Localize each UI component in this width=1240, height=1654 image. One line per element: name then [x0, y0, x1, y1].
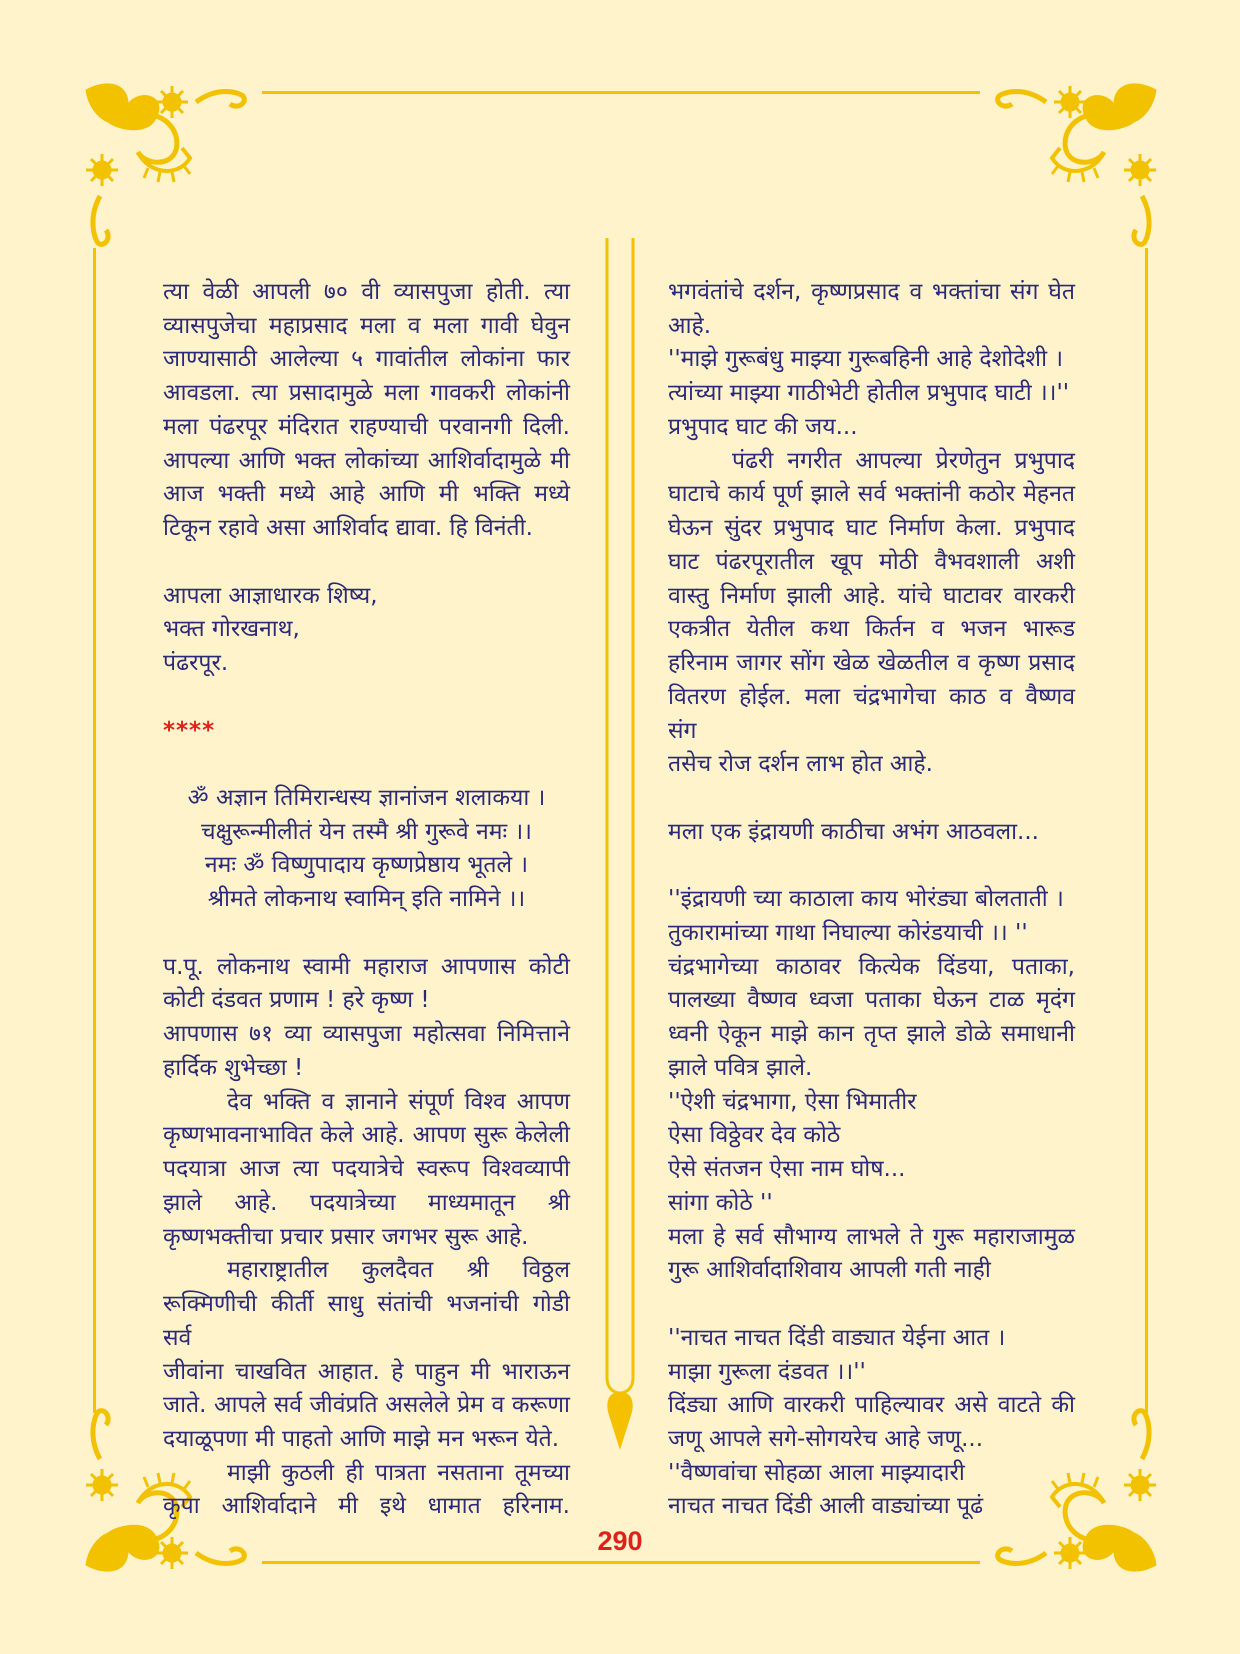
- text-block: [163, 276, 570, 546]
- text-line: कृपा आशिर्वादाने मी इथे धामात हरिनाम.: [163, 1493, 570, 1520]
- text-block: [163, 951, 570, 1524]
- text-line: आवडला. त्या प्रसादामुळे मला गावकरी लोकांनी: [163, 380, 570, 407]
- text-line: चंद्रभागेच्या काठावर कित्येक दिंडया, पताका,: [668, 953, 1075, 980]
- text-line: पंढरपूर.: [163, 650, 229, 677]
- paragraph-gap: [163, 546, 570, 580]
- text-line: एकत्रीत येतील कथा किर्तन व भजन भारूड: [668, 616, 1075, 643]
- text-line: श्रीमते लोकनाथ स्वामिन् इति नामिने ।।: [207, 886, 526, 913]
- section-separator-stars: ****: [163, 717, 216, 744]
- column-divider-ornament: [600, 230, 640, 1460]
- text-line: मला एक इंद्रायणी काठीचा अभंग आठवला...: [668, 818, 1039, 845]
- text-line: आज भक्ती मध्ये आहे आणि मी भक्ति मध्ये: [163, 481, 570, 508]
- text-line: ध्वनी ऐकून माझे कान तृप्त झाले डोळे समाधानी: [668, 1021, 1075, 1048]
- text-line: त्या वेळी आपली ७० वी व्यासपुजा होती. त्या: [163, 279, 570, 305]
- paragraph-gap: [163, 917, 570, 951]
- text-line: आपला आज्ञाधारक शिष्य,: [163, 582, 378, 609]
- text-line: ''माझे गुरूबंधु माझ्या गुरूबहिनी आहे देशोदेशी ।: [668, 346, 1064, 373]
- text-line: ऐसा विठ्ठेवर देव कोठे: [668, 1122, 841, 1149]
- frame-top-line: [262, 91, 980, 94]
- text-line: टिकून रहावे असा आशिर्वाद द्यावा. हि विनंती.: [163, 515, 533, 542]
- text-block: [668, 1322, 1075, 1524]
- text-block: [163, 715, 570, 749]
- text-line: रूक्मिणीची कीर्ती साधु संतांची भजनांची गोडी सर्व: [163, 1291, 570, 1351]
- page-number: 290: [597, 1526, 643, 1556]
- text-block: [163, 580, 570, 681]
- text-line: जीवांना चाखवित आहात. हे पाहुन मी भाराऊन: [163, 1358, 570, 1385]
- text-line: तुकारामांच्या गाथा निघाल्या कोरंडयाची ।। '': [668, 919, 1028, 946]
- text-line: जाण्यासाठी आलेल्या ५ गावांतील लोकांना फार: [163, 346, 570, 373]
- text-line: कृष्णभक्तीचा प्रचार प्रसार जगभर सुरू आहे.: [163, 1223, 529, 1250]
- text-line: मला हे सर्व सौभाग्य लाभले ते गुरू महाराजामुळ: [668, 1223, 1075, 1250]
- text-line: वितरण होईल. मला चंद्रभागेचा काठ व वैष्णव संग: [668, 683, 1075, 744]
- text-line: भगवंतांचे दर्शन, कृष्णप्रसाद व भक्तांचा संग घेत: [668, 279, 1075, 305]
- text-line: पंढरी नगरीत आपल्या प्रेरणेतुन प्रभुपाद: [732, 447, 1075, 474]
- text-line: ''इंद्रायणी च्या काठाला काय भोरंड्या बोलताती ।: [668, 886, 1064, 913]
- text-line: सांगा कोठे '': [668, 1189, 773, 1216]
- text-line: दिंड्या आणि वारकरी पाहिल्यावर असे वाटते की: [668, 1392, 1075, 1419]
- text-line: ''ऐशी चंद्रभागा, ऐसा भिमातीर: [668, 1088, 917, 1115]
- corner-ornament-top-right: [984, 78, 1164, 258]
- text-line: चक्षुरून्मीलीतं येन तस्मै श्री गुरूवे नमः ।।: [201, 818, 532, 845]
- text-line: हार्दिक शुभेच्छा !: [163, 1054, 304, 1081]
- text-line: प्रभुपाद घाट की जय...: [668, 413, 858, 440]
- drop-ornament: [607, 1392, 632, 1450]
- text-line: पालख्या वैष्णव ध्वजा पताका घेऊन टाळ मृदंग: [668, 987, 1075, 1014]
- text-line: जाते. आपले सर्व जीवंप्रति असलेले प्रेम व करूणा: [163, 1392, 570, 1419]
- text-line: व्यासपुजेचा महाप्रसाद मला व मला गावी घेवुन: [163, 312, 570, 339]
- text-block: [668, 276, 1075, 782]
- paragraph-gap: [163, 681, 570, 715]
- corner-ornament-top-left: [78, 78, 258, 258]
- text-line: आहे.: [668, 312, 712, 339]
- text-line: हरिनाम जागर सोंग खेळ खेळतील व कृष्ण प्रसाद: [668, 650, 1075, 677]
- text-line: घाटाचे कार्य पूर्ण झाले सर्व भक्तांनी कठोर मेहनत: [668, 481, 1075, 508]
- frame-bottom-line: [262, 1561, 980, 1564]
- text-line: पदयात्रा आज त्या पदयात्रेचे स्वरूप विश्वव्यापी: [163, 1156, 570, 1183]
- text-line: वास्तु निर्माण झाली आहे. यांचे घाटावर वारकरी: [668, 582, 1075, 609]
- paragraph-gap: [668, 1288, 1075, 1322]
- text-line: झाले आहे. पदयात्रेच्या माध्यमातून श्री: [163, 1189, 570, 1216]
- text-line: आपणास ७१ व्या व्यासपुजा महोत्सवा निमित्ताने: [163, 1021, 570, 1048]
- paragraph-gap: [668, 849, 1075, 883]
- left-column: [163, 276, 570, 1524]
- text-line: ''वैष्णवांचा सोहळा आला माझ्यादारी: [668, 1459, 965, 1486]
- text-line: घाट पंढरपूरातील खूप मोठी वैभवशाली अशी: [668, 548, 1075, 575]
- frame-left-line: [93, 248, 96, 1413]
- paragraph-gap: [163, 748, 570, 782]
- frame-right-line: [1145, 248, 1148, 1413]
- text-line: माझा गुरूला दंडवत ।।'': [668, 1358, 866, 1385]
- sanskrit-verse: [163, 782, 570, 917]
- text-line: देव भक्ति व ज्ञानाने संपूर्ण विश्व आपण: [227, 1088, 570, 1115]
- text-line: त्यांच्या माझ्या गाठीभेटी होतील प्रभुपाद घाटी ।।'': [668, 380, 1070, 407]
- text-line: ''नाचत नाचत दिंडी वाड्यात येईना आत ।: [668, 1324, 1006, 1351]
- text-line: नाचत नाचत दिंडी आली वाड्यांच्या पूढं: [668, 1493, 984, 1520]
- text-line: माझी कुठली ही पात्रता नसताना तूमच्या: [227, 1459, 570, 1486]
- text-line: प.पू. लोकनाथ स्वामी महाराज आपणास कोटी: [163, 953, 570, 980]
- text-block: [668, 816, 1075, 850]
- text-line: भक्त गोरखनाथ,: [163, 616, 300, 643]
- text-line: जणू आपले सगे-सोगयरेच आहे जणू...: [668, 1425, 984, 1452]
- text-line: तसेच रोज दर्शन लाभ होत आहे.: [668, 751, 933, 778]
- text-line: कृष्णभावनाभावित केले आहे. आपण सुरू केलेली: [163, 1122, 570, 1149]
- text-line: गुरू आशिर्वादाशिवाय आपली गती नाही: [668, 1257, 991, 1284]
- text-line: ॐ अज्ञान तिमिरान्धस्य ज्ञानांजन शलाकया ।: [187, 785, 546, 812]
- text-line: ऐसे संतजन ऐसा नाम घोष...: [668, 1156, 906, 1183]
- text-line: आपल्या आणि भक्त लोकांच्या आशिर्वादामुळे मी: [163, 447, 570, 474]
- text-line: मला पंढरपूर मंदिरात राहण्याची परवानगी दिली.: [163, 413, 570, 440]
- text-line: झाले पवित्र झाले.: [668, 1054, 813, 1081]
- paragraph-gap: [668, 782, 1075, 816]
- right-column: [668, 276, 1075, 1524]
- text-line: घेऊन सुंदर प्रभुपाद घाट निर्माण केला. प्रभुपाद: [668, 515, 1075, 542]
- text-line: नमः ॐ विष्णुपादाय कृष्णप्रेष्ठाय भूतले ।: [204, 852, 529, 879]
- text-line: दयाळूपणा मी पाहतो आणि माझे मन भरून येते.: [163, 1425, 560, 1452]
- text-block: [668, 883, 1075, 1288]
- text-line: महाराष्ट्रातील कुलदैवत श्री विठ्ठल: [227, 1257, 570, 1284]
- text-line: कोटी दंडवत प्रणाम ! हरे कृष्ण !: [163, 987, 430, 1014]
